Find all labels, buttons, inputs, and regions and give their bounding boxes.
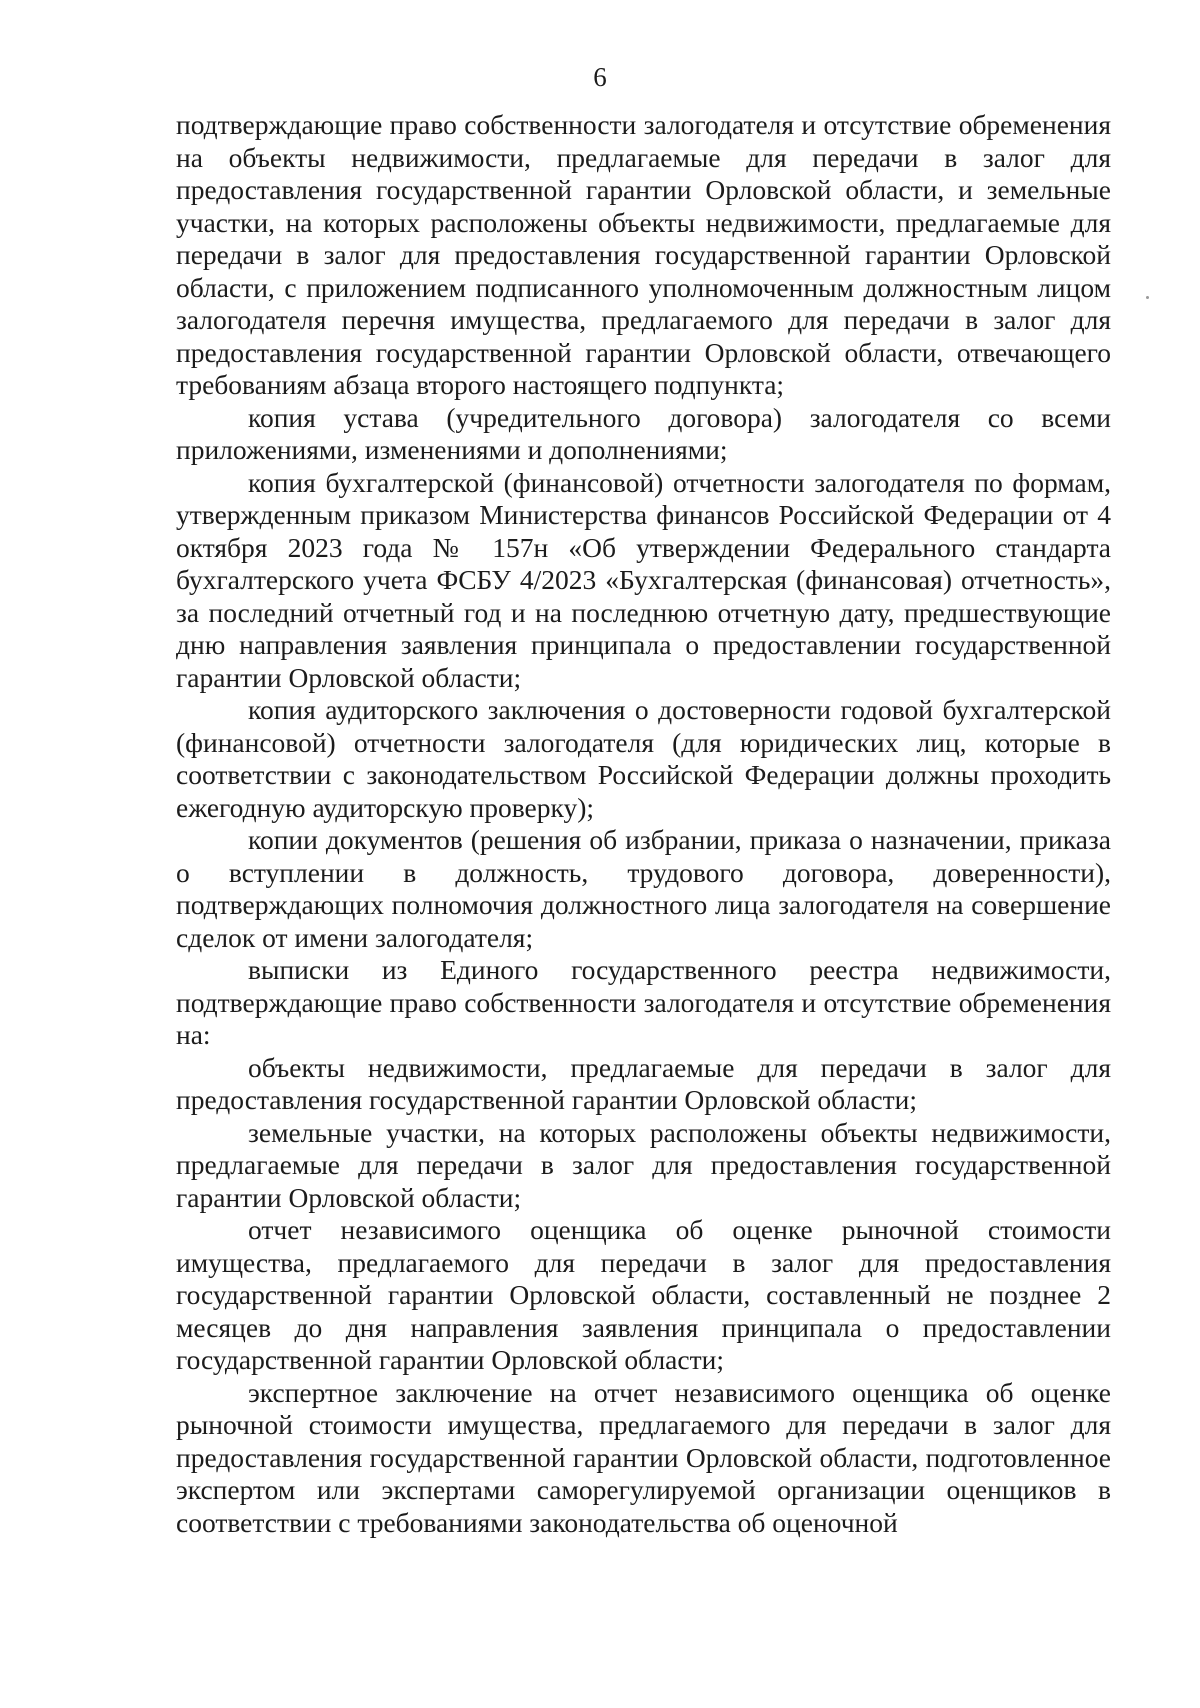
paragraph-real-estate-objects: объекты недвижимости, предлагаемые для передачи в залог для предоставления государственной гарантии Орловской области; — [176, 1051, 1111, 1115]
paragraph-registry-extracts: выписки из Единого государственного реестра недвижимости, подтверждающие право собственности залогодателя и отсутствие обременения на: — [176, 954, 1111, 1050]
paragraph-continuation: подтверждающие право собственности залогодателя и отсутствие обременения на объекты недвижимости, предлагаемые для передачи в залог для предоставления государственной гарантии Орловской области, и земельные участки, на которых расположены объекты недвижимости, предлагаемые для передачи в залог для предоставления государственной гарантии Орловской области, с приложением подписанного уполномоченным должностным лицом залогодателя перечня имущества, предлагаемого для передачи в залог для предоставления государственной гарантии Орловской области, отвечающего требованиям абзаца второго настоящего подпункта; — [176, 109, 1111, 400]
document-body — [176, 109, 1111, 1539]
page-number: 6 — [593, 62, 607, 92]
paragraph-land-plots: земельные участки, на которых расположены объекты недвижимости, предлагаемые для передачи в залог для предоставления государственной гарантии Орловской области; — [176, 1116, 1111, 1213]
paragraph-appraiser-report: отчет независимого оценщика об оценке рыночной стоимости имущества, предлагаемого для передачи в залог для предоставления государственной гарантии Орловской области, составленный не позднее 2 месяцев до дня направления заявления принципала о предоставлении государственной гарантии Орловской области; — [176, 1214, 1111, 1375]
paragraph-expert-opinion: экспертное заключение на отчет независимого оценщика об оценке рыночной стоимости имущества, предлагаемого для передачи в залог для предоставления государственной гарантии Орловской области, подготовленное экспертом или экспертами саморегулируемой организации оценщиков в соответствии с требованиями законодательства об оценочной — [176, 1376, 1111, 1538]
paragraph-authority-documents: копии документов (решения об избрании, приказа о назначении, приказа о вступлении в должность, трудового договора, доверенности), подтверждающих полномочия должностного лица залогодателя на совершение сделок от имени залогодателя; — [176, 824, 1111, 953]
paragraph-audit-report: копия аудиторского заключения о достоверности годовой бухгалтерской (финансовой) отчетности залогодателя (для юридических лиц, которые в соответствии с законодательством Российской Федерации должны проходить ежегодную аудиторскую проверку); — [176, 694, 1111, 823]
paragraph-financial-statements: копия бухгалтерской (финансовой) отчетности залогодателя по формам, утвержденным приказом Министерства финансов Российской Федерации от 4 октября 2023 года № 157н «Об утверждении Федерального стандарта бухгалтерского учета ФСБУ 4/2023 «Бухгалтерская (финансовая) отчетность», за последний отчетный год и на последнюю отчетную дату, предшествующие дню направления заявления принципала о предоставлении государственной гарантии Орловской области; — [176, 466, 1111, 693]
paragraph-charter-copy: копия устава (учредительного договора) залогодателя со всеми приложениями, изменениями и дополнениями; — [176, 401, 1111, 465]
scan-speck — [1146, 296, 1149, 299]
